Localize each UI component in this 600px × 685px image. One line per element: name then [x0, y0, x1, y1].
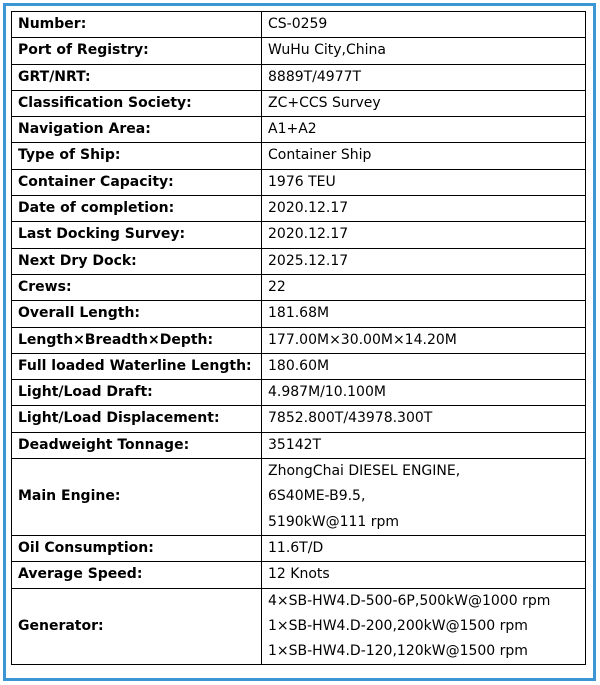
table-row: [12, 222, 586, 248]
spec-value-line: 11.6T/D: [268, 539, 324, 556]
spec-value-line: 177.00M×30.00M×14.20M: [268, 331, 457, 348]
table-row: [12, 327, 586, 353]
table-row: [12, 274, 586, 300]
spec-value: [262, 12, 586, 38]
spec-value-line: 35142T: [268, 436, 322, 453]
spec-label: Type of Ship:: [12, 143, 262, 169]
spec-value: [262, 274, 586, 300]
spec-label: Light/Load Displacement:: [12, 406, 262, 432]
spec-value-line: A1+A2: [268, 121, 317, 138]
ship-specification-table: [11, 11, 586, 665]
table-row: [12, 353, 586, 379]
spec-value: [262, 562, 586, 588]
table-row: [12, 459, 586, 536]
spec-value-line: 12 Knots: [268, 566, 330, 583]
table-row: [12, 301, 586, 327]
spec-label: Full loaded Waterline Length:: [12, 353, 262, 379]
spec-label: Oil Consumption:: [12, 535, 262, 561]
spec-value: [262, 301, 586, 327]
spec-value-line: WuHu City,China: [268, 42, 386, 59]
spec-label: Main Engine:: [12, 459, 262, 536]
table-row: [12, 169, 586, 195]
table-row: [12, 248, 586, 274]
spec-value: [262, 327, 586, 353]
spec-label: Generator:: [12, 588, 262, 665]
spec-label: Light/Load Draft:: [12, 380, 262, 406]
spec-label: Average Speed:: [12, 562, 262, 588]
spec-value: [262, 38, 586, 64]
spec-value-line: 22: [268, 278, 286, 295]
table-row: [12, 90, 586, 116]
spec-table-body: [12, 12, 586, 665]
spec-value: [262, 535, 586, 561]
spec-value-line: 4.987M/10.100M: [268, 384, 386, 401]
spec-value-line: ZC+CCS Survey: [268, 94, 381, 111]
spec-value-line: 1×SB-HW4.D-200,200kW@1500 rpm: [268, 617, 528, 634]
spec-label: Overall Length:: [12, 301, 262, 327]
table-row: [12, 12, 586, 38]
spec-value: [262, 432, 586, 458]
spec-value-line: 2020.12.17: [268, 200, 349, 217]
spec-value: [262, 248, 586, 274]
spec-value-line: ZhongChai DIESEL ENGINE,: [268, 463, 461, 480]
spec-value-line: 1976 TEU: [268, 173, 336, 190]
table-row: [12, 38, 586, 64]
table-row: [12, 380, 586, 406]
spec-label: Classification Society:: [12, 90, 262, 116]
table-row: [12, 432, 586, 458]
spec-label: Length×Breadth×Depth:: [12, 327, 262, 353]
spec-value-line: CS-0259: [268, 16, 328, 32]
spec-value-line: 6S40ME-B9.5,: [268, 488, 366, 505]
spec-value-line: 7852.800T/43978.300T: [268, 410, 433, 427]
table-row: [12, 64, 586, 90]
spec-value: [262, 143, 586, 169]
spec-value-line: 2025.12.17: [268, 252, 349, 269]
spec-value-line: 4×SB-HW4.D-500-6P,500kW@1000 rpm: [268, 592, 551, 609]
spec-value-line: 1×SB-HW4.D-120,120kW@1500 rpm: [268, 643, 528, 660]
spec-label: Navigation Area:: [12, 117, 262, 143]
spec-value: [262, 406, 586, 432]
table-row: [12, 535, 586, 561]
table-row: [12, 406, 586, 432]
spec-value-line: 8889T/4977T: [268, 68, 362, 85]
table-row: [12, 562, 586, 588]
table-row: [12, 143, 586, 169]
spec-label: GRT/NRT:: [12, 64, 262, 90]
spec-label: Date of completion:: [12, 196, 262, 222]
spec-label: Crews:: [12, 274, 262, 300]
spec-value: [262, 380, 586, 406]
spec-value: [262, 196, 586, 222]
spec-label: Port of Registry:: [12, 38, 262, 64]
spec-label: Next Dry Dock:: [12, 248, 262, 274]
spec-value: [262, 353, 586, 379]
spec-value-line: Container Ship: [268, 147, 372, 164]
spec-value-line: 2020.12.17: [268, 226, 349, 243]
spec-value: [262, 169, 586, 195]
spec-value: [262, 117, 586, 143]
spec-value-line: 5190kW@111 rpm: [268, 513, 400, 530]
table-row: [12, 117, 586, 143]
spec-value: [262, 222, 586, 248]
spec-label: Container Capacity:: [12, 169, 262, 195]
spec-value: [262, 588, 586, 665]
spec-value: [262, 90, 586, 116]
spec-value-line: 180.60M: [268, 357, 330, 374]
spec-label: Last Docking Survey:: [12, 222, 262, 248]
spec-label: Deadweight Tonnage:: [12, 432, 262, 458]
spec-label: Number:: [12, 12, 262, 38]
table-row: [12, 588, 586, 665]
spec-value: [262, 459, 586, 536]
spec-value: [262, 64, 586, 90]
table-row: [12, 196, 586, 222]
spec-value-line: 181.68M: [268, 305, 330, 322]
